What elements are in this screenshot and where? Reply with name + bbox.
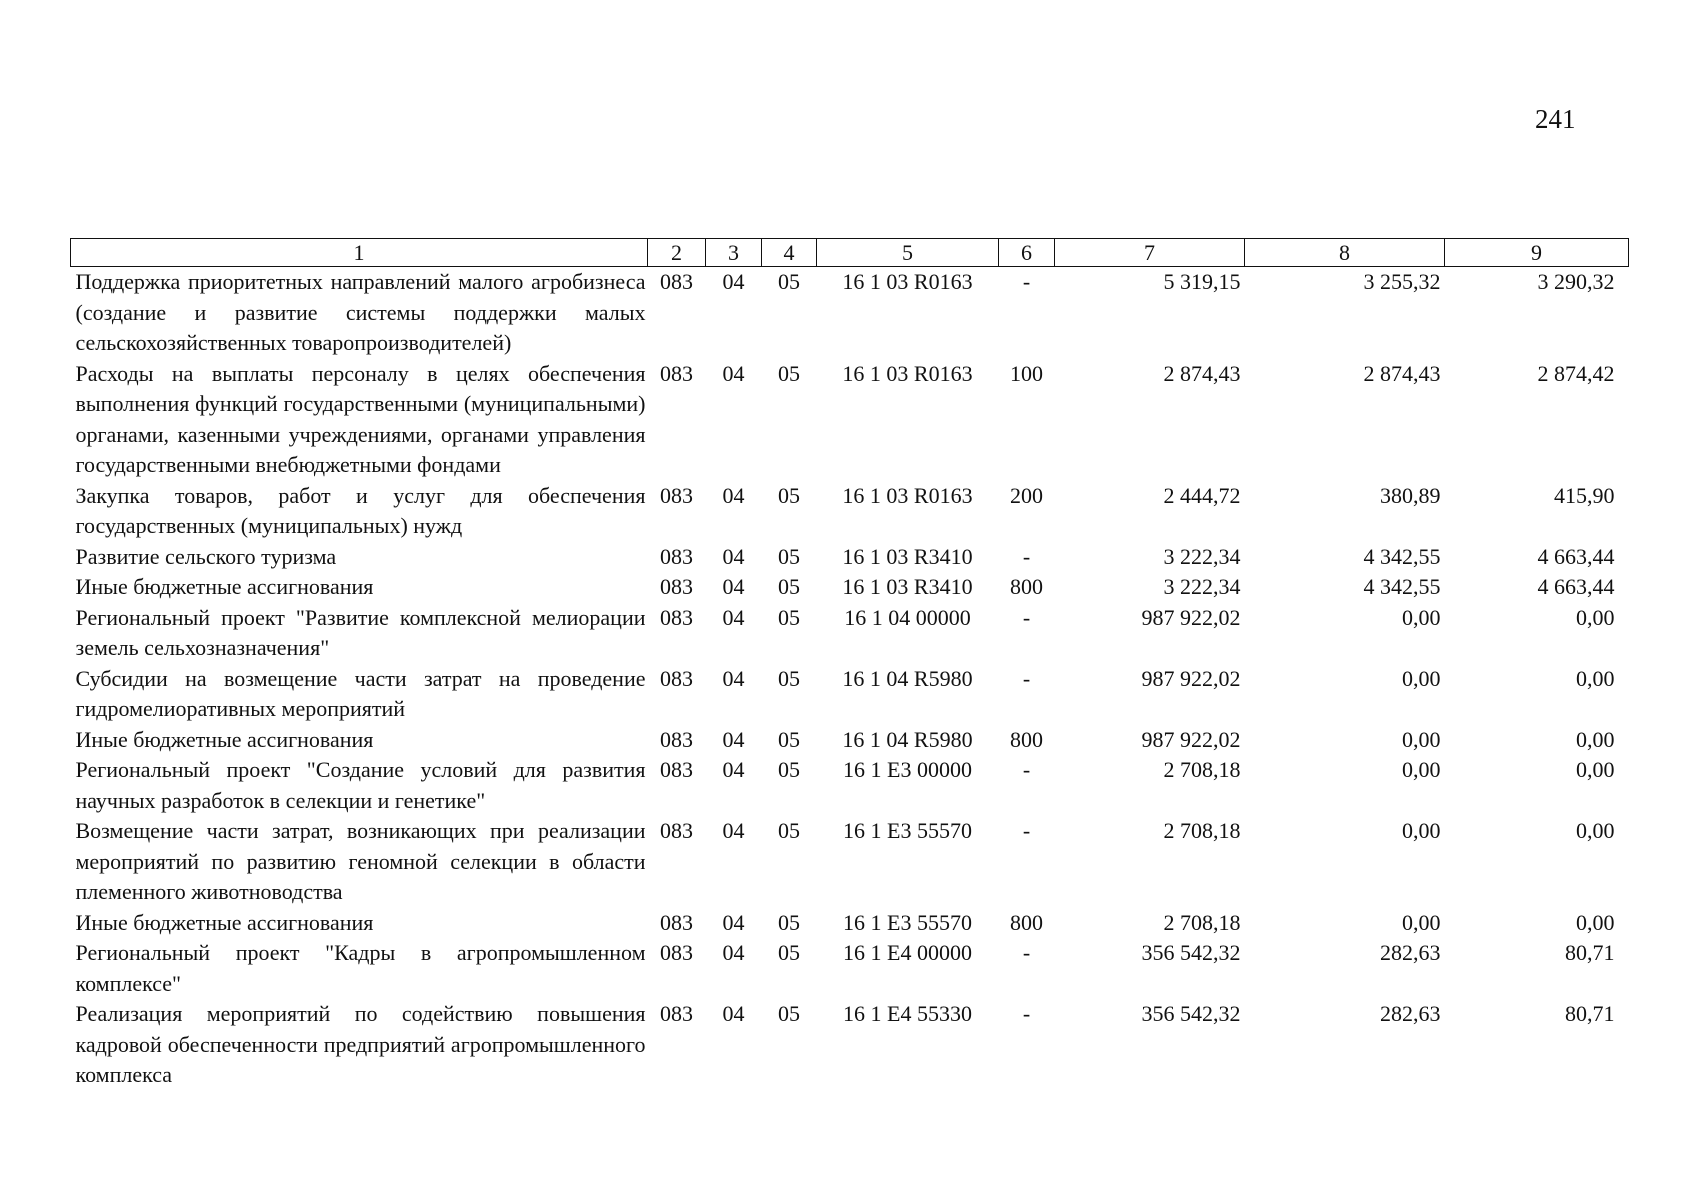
table-row	[71, 938, 1629, 999]
row-code-4: 05	[778, 726, 800, 752]
row-code-3: 04	[722, 818, 745, 843]
row-code-3: 04	[722, 909, 745, 935]
row-amount-9: 415,90	[1554, 482, 1615, 508]
row-code-5: 16 1 03 R3410	[842, 543, 973, 569]
row-amount-9: 0,00	[1576, 757, 1615, 782]
row-code-6: -	[1022, 818, 1031, 843]
row-amount-8: 0,00	[1402, 909, 1441, 935]
row-code-6: 200	[1010, 482, 1043, 508]
row-amount-9: 4 663,44	[1537, 574, 1615, 599]
row-name: Региональный проект "Кадры в агропромышленном комплексе"	[75, 940, 646, 996]
row-code-6: -	[1022, 1001, 1031, 1026]
table-row	[71, 572, 1629, 603]
row-code-4: 05	[778, 543, 800, 569]
row-amount-8: 4 342,55	[1363, 574, 1441, 599]
table-row	[71, 359, 1629, 481]
row-amount-8: 0,00	[1402, 818, 1441, 843]
table-row	[71, 267, 1629, 359]
row-code-6: 800	[1010, 909, 1043, 935]
row-code-3: 04	[722, 604, 745, 630]
row-amount-8: 4 342,55	[1363, 543, 1441, 569]
row-code-4: 05	[778, 269, 800, 294]
table-row	[71, 908, 1629, 939]
column-header-4: 4	[762, 239, 817, 267]
row-name: Субсидии на возмещение части затрат на проведение гидромелиоративных мероприятий	[75, 665, 646, 721]
row-code-2: 083	[660, 940, 693, 965]
row-amount-7: 987 922,02	[1141, 665, 1241, 691]
row-name: Иные бюджетные ассигнования	[75, 909, 374, 935]
row-code-2: 083	[660, 269, 693, 294]
row-code-2: 083	[660, 604, 693, 630]
row-name: Закупка товаров, работ и услуг для обеспечения государственных (муниципальных) нужд	[75, 482, 646, 538]
row-amount-7: 5 319,15	[1163, 269, 1241, 294]
row-code-6: -	[1022, 269, 1031, 294]
row-code-3: 04	[722, 940, 745, 965]
table-body	[71, 267, 1629, 1091]
row-amount-8: 3 255,32	[1363, 269, 1441, 294]
row-code-5: 16 1 E3 55570	[843, 909, 972, 935]
row-code-2: 083	[660, 726, 693, 752]
row-name: Иные бюджетные ассигнования	[75, 574, 374, 599]
column-header-5: 5	[817, 239, 999, 267]
table-row	[71, 481, 1629, 542]
row-code-5: 16 1 03 R0163	[842, 482, 973, 508]
row-amount-7: 2 708,18	[1163, 757, 1241, 782]
row-code-2: 083	[660, 1001, 693, 1026]
column-header-7: 7	[1055, 239, 1245, 267]
page-number: 241	[1535, 104, 1576, 134]
row-amount-9: 0,00	[1576, 665, 1615, 691]
row-code-4: 05	[778, 1001, 800, 1026]
row-code-3: 04	[722, 482, 745, 508]
row-name: Возмещение части затрат, возникающих при реализации мероприятий по развитию геномной селекции в области племенного животноводства	[75, 818, 646, 904]
row-amount-7: 2 708,18	[1163, 909, 1241, 935]
row-amount-9: 0,00	[1576, 726, 1615, 752]
row-amount-7: 2 708,18	[1163, 818, 1241, 843]
row-code-2: 083	[660, 757, 693, 782]
row-amount-7: 3 222,34	[1163, 574, 1241, 599]
row-code-2: 083	[660, 360, 693, 386]
row-amount-8: 0,00	[1402, 757, 1441, 782]
row-code-5: 16 1 04 00000	[844, 604, 971, 630]
row-code-5: 16 1 03 R0163	[842, 269, 973, 294]
row-code-6: 800	[1010, 574, 1043, 599]
row-amount-9: 0,00	[1576, 604, 1615, 630]
row-code-3: 04	[722, 1001, 745, 1026]
row-code-5: 16 1 E4 00000	[843, 940, 972, 965]
row-amount-9: 4 663,44	[1537, 543, 1615, 569]
row-code-5: 16 1 04 R5980	[842, 665, 973, 691]
header-row	[71, 239, 1629, 267]
row-code-3: 04	[722, 269, 745, 294]
row-code-6: -	[1022, 940, 1031, 965]
row-code-4: 05	[778, 940, 800, 965]
row-code-2: 083	[660, 482, 693, 508]
row-name: Иные бюджетные ассигнования	[75, 726, 374, 752]
row-amount-9: 0,00	[1576, 909, 1615, 935]
row-code-4: 05	[778, 360, 800, 386]
row-amount-7: 356 542,32	[1141, 940, 1241, 965]
row-code-5: 16 1 03 R0163	[842, 360, 973, 386]
column-header-3: 3	[706, 239, 762, 267]
table-row	[71, 603, 1629, 664]
row-code-4: 05	[778, 818, 800, 843]
row-amount-8: 282,63	[1380, 940, 1441, 965]
row-amount-7: 2 444,72	[1163, 482, 1241, 508]
row-amount-7: 987 922,02	[1141, 604, 1241, 630]
row-code-4: 05	[778, 665, 800, 691]
row-amount-7: 987 922,02	[1141, 726, 1241, 752]
row-code-4: 05	[778, 574, 800, 599]
row-code-3: 04	[722, 665, 745, 691]
row-name: Поддержка приоритетных направлений малого агробизнеса (создание и развитие системы поддержки малых сельскохозяйственных товаропроизводителей)	[75, 269, 646, 355]
row-code-4: 05	[778, 757, 800, 782]
row-code-3: 04	[722, 726, 745, 752]
row-code-2: 083	[660, 543, 693, 569]
table-header	[71, 239, 1629, 267]
row-amount-7: 3 222,34	[1163, 543, 1241, 569]
table-row	[71, 542, 1629, 573]
row-amount-9: 80,71	[1565, 940, 1615, 965]
row-amount-9: 80,71	[1565, 1001, 1615, 1026]
row-code-5: 16 1 E3 00000	[843, 757, 972, 782]
row-code-2: 083	[660, 909, 693, 935]
row-code-5: 16 1 E3 55570	[843, 818, 972, 843]
row-code-5: 16 1 04 R5980	[842, 726, 973, 752]
row-code-3: 04	[722, 574, 745, 599]
budget-table	[70, 238, 1629, 1091]
column-header-9: 9	[1445, 239, 1629, 267]
row-amount-7: 356 542,32	[1141, 1001, 1241, 1026]
table-row	[71, 725, 1629, 756]
row-amount-7: 2 874,43	[1163, 360, 1241, 386]
table-row	[71, 999, 1629, 1091]
row-code-4: 05	[778, 604, 800, 630]
row-code-6: -	[1022, 757, 1031, 782]
column-header-2: 2	[648, 239, 706, 267]
row-amount-9: 2 874,42	[1537, 360, 1615, 386]
row-code-6: -	[1022, 665, 1031, 691]
row-amount-8: 0,00	[1402, 726, 1441, 752]
row-amount-8: 0,00	[1402, 665, 1441, 691]
column-header-6: 6	[999, 239, 1055, 267]
row-code-6: -	[1022, 543, 1031, 569]
row-amount-8: 2 874,43	[1363, 360, 1441, 386]
row-amount-8: 0,00	[1402, 604, 1441, 630]
row-amount-9: 0,00	[1576, 818, 1615, 843]
row-name: Расходы на выплаты персоналу в целях обеспечения выполнения функций государственными (муниципальными) органами, казенными учреждениями, органами управления государственными внебюджетными фондами	[75, 360, 646, 477]
row-name: Региональный проект "Развитие комплексной мелиорации земель сельхозназначения"	[75, 604, 646, 660]
column-header-1: 1	[71, 239, 648, 267]
row-name: Реализация мероприятий по содействию повышения кадровой обеспеченности предприятий агропромышленного комплекса	[75, 1001, 646, 1087]
table-row	[71, 664, 1629, 725]
row-name: Региональный проект "Создание условий для развития научных разработок в селекции и генетике"	[75, 757, 646, 813]
row-code-5: 16 1 03 R3410	[842, 574, 973, 599]
row-code-2: 083	[660, 818, 693, 843]
table-row	[71, 816, 1629, 908]
row-amount-9: 3 290,32	[1537, 269, 1615, 294]
table-row	[71, 755, 1629, 816]
column-header-8: 8	[1245, 239, 1445, 267]
row-code-5: 16 1 E4 55330	[843, 1001, 972, 1026]
row-code-3: 04	[722, 360, 745, 386]
row-code-3: 04	[722, 757, 745, 782]
row-code-3: 04	[722, 543, 745, 569]
row-amount-8: 380,89	[1380, 482, 1441, 508]
row-code-2: 083	[660, 574, 693, 599]
row-code-4: 05	[778, 909, 800, 935]
row-code-6: 100	[1010, 360, 1043, 386]
row-code-6: 800	[1010, 726, 1043, 752]
row-name: Развитие сельского туризма	[75, 543, 337, 569]
row-amount-8: 282,63	[1380, 1001, 1441, 1026]
row-code-6: -	[1022, 604, 1031, 630]
row-code-4: 05	[778, 482, 800, 508]
row-code-2: 083	[660, 665, 693, 691]
